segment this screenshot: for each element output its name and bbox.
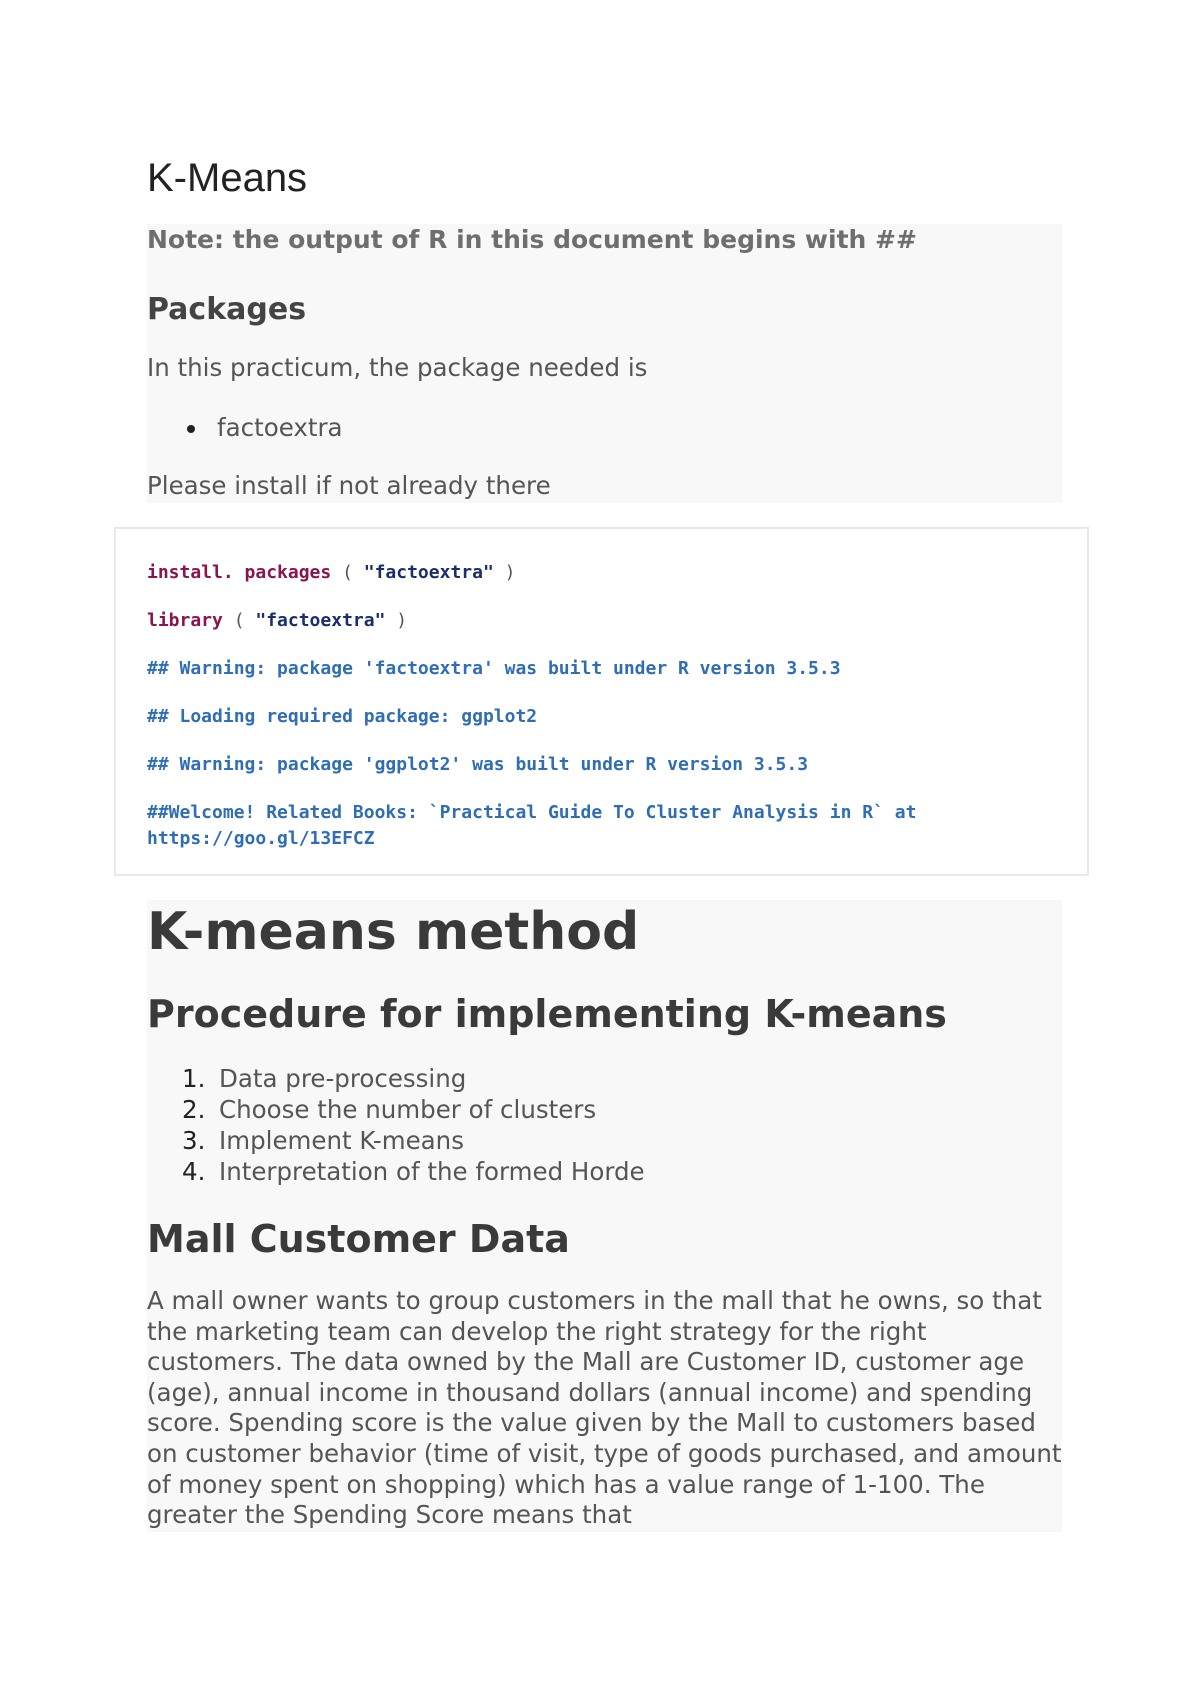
- code-string: "factoextra": [363, 562, 494, 583]
- code-paren: ): [385, 610, 408, 631]
- bullet-icon: [187, 425, 195, 433]
- list-item: [147, 1156, 645, 1187]
- step-text: Interpretation of the formed Horde: [219, 1157, 645, 1186]
- package-name: factoextra: [217, 413, 343, 442]
- output-line: ## Loading required package: ggplot2: [147, 706, 538, 727]
- code-line-install: [147, 560, 515, 586]
- step-number: 4.: [182, 1157, 206, 1186]
- output-link[interactable]: https://goo.gl/13EFCZ: [147, 828, 375, 849]
- code-function: install. packages: [147, 562, 332, 583]
- step-text: Choose the number of clusters: [219, 1095, 597, 1124]
- step-number: 3.: [182, 1126, 206, 1155]
- list-item: [147, 1125, 645, 1156]
- step-text: Data pre-processing: [219, 1064, 467, 1093]
- step-number: 2.: [182, 1095, 206, 1124]
- output-line: ##Welcome! Related Books: `Practical Guide To Cluster Analysis in R` at: [147, 802, 917, 823]
- mall-paragraph: A mall owner wants to group customers in the mall that he owns, so that the marketing team can develop the right strategy for the right customers. The data owned by the Mall are Customer ID, customer age (age), annual income in thousand dollars (annual income) and spending score. Spending score is the value given by the Mall to customers based on customer behavior (time of visit, type of goods purchased, and amount of money spent on shopping) which has a value range of 1-100. The greater the Spending Score means that: [147, 1286, 1062, 1530]
- output-line: ## Warning: package 'factoextra' was built under R version 3.5.3: [147, 658, 841, 679]
- list-item: [147, 1094, 645, 1125]
- output-line: ## Warning: package 'ggplot2' was built under R version 3.5.3: [147, 754, 809, 775]
- code-function: library: [147, 610, 223, 631]
- code-paren: ): [493, 562, 516, 583]
- list-item: [147, 1063, 645, 1094]
- code-string: "factoextra": [255, 610, 386, 631]
- packages-intro: In this practicum, the package needed is: [147, 353, 648, 382]
- document-title: K-Means: [147, 156, 308, 200]
- output-note: Note: the output of R in this document begins with ##: [147, 225, 917, 254]
- list-item: [147, 412, 343, 444]
- packages-heading: Packages: [147, 292, 307, 327]
- code-paren: (: [222, 610, 256, 631]
- procedure-steps: [147, 1063, 645, 1187]
- procedure-heading: Procedure for implementing K-means: [147, 992, 947, 1036]
- section-heading: K-means method: [147, 902, 640, 962]
- step-number: 1.: [182, 1064, 206, 1093]
- code-line-library: [147, 608, 407, 634]
- install-note: Please install if not already there: [147, 471, 551, 500]
- package-list: [147, 412, 343, 444]
- mall-heading: Mall Customer Data: [147, 1217, 570, 1261]
- code-paren: (: [331, 562, 364, 583]
- step-text: Implement K-means: [219, 1126, 464, 1155]
